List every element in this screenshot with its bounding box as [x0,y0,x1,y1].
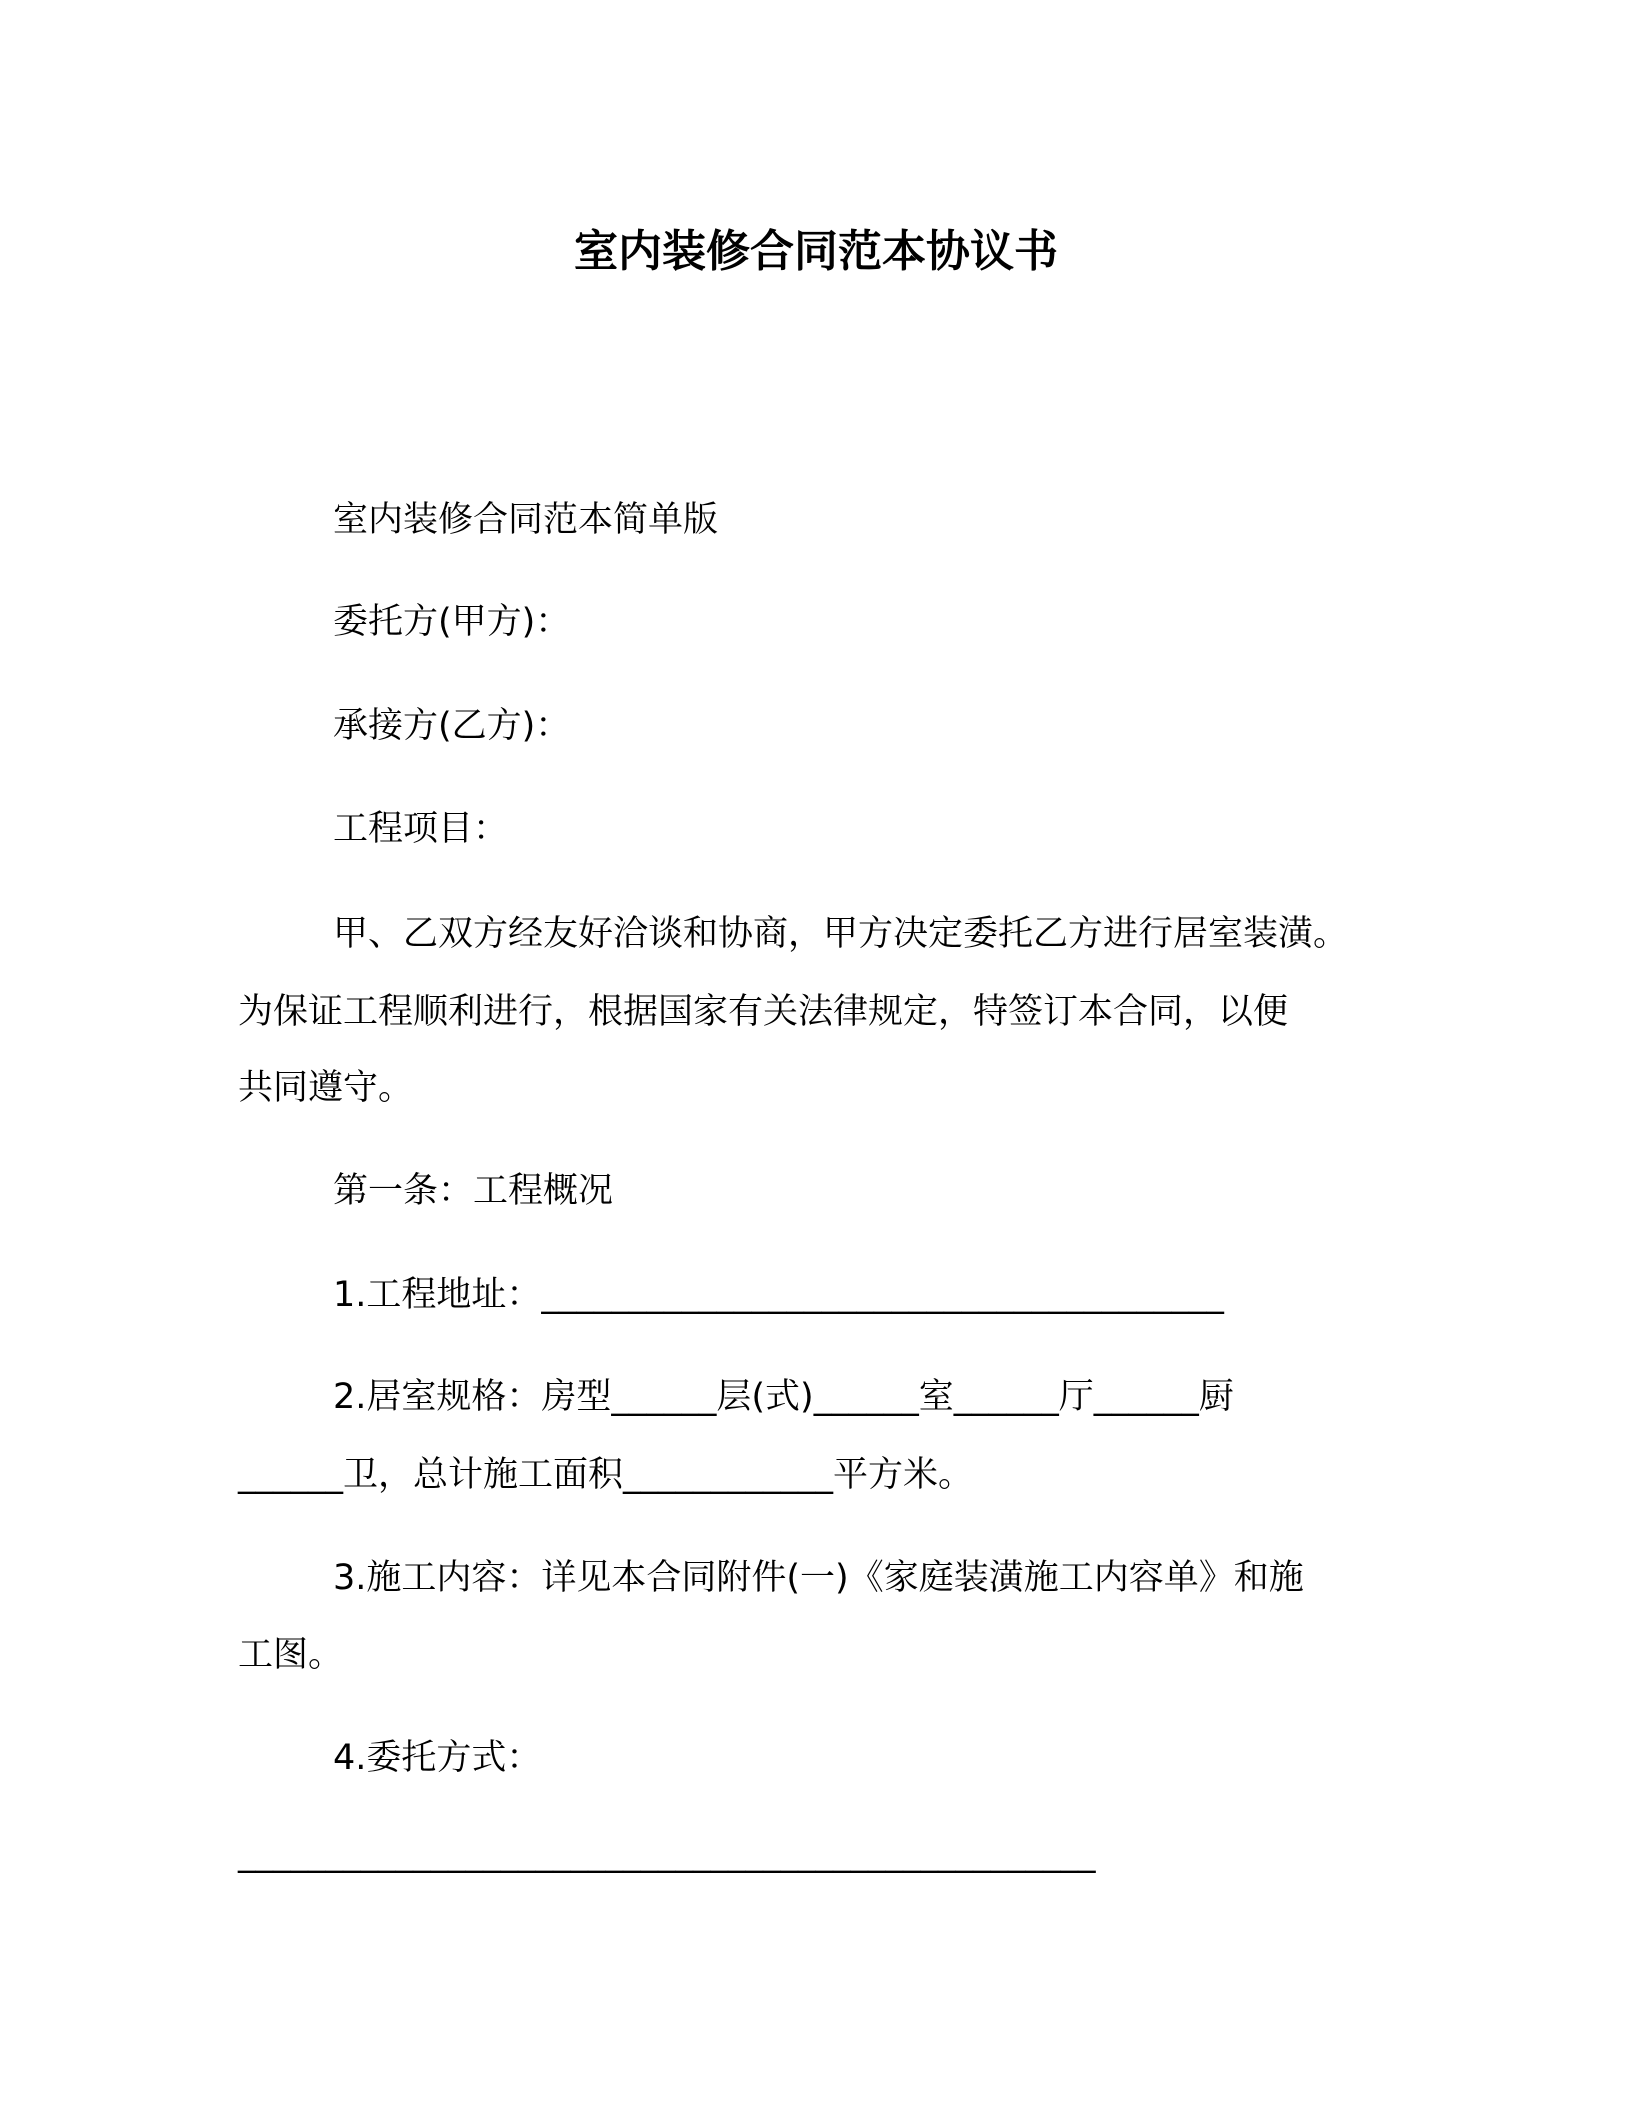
document-title: 室内装修合同范本协议书 [574,226,1058,277]
preamble-line-2: 为保证工程顺利进行，根据国家有关法律规定，特签订本合同，以便 [238,992,1289,1032]
item-3-content-line-2: 工图。 [238,1635,344,1675]
item-4-blank-line: _________________________________________________ [238,1834,1096,1874]
party-b-line: 承接方(乙方)： [333,706,571,746]
item-4-method-line: 4.委托方式： [333,1738,542,1778]
project-line: 工程项目： [333,809,509,849]
item-2-spec-line-2: ______卫，总计施工面积____________平方米。 [238,1455,974,1495]
party-a-line: 委托方(甲方)： [333,602,571,642]
article-1-heading: 第一条：工程概况 [333,1171,614,1211]
item-1-address-line: 1.工程地址：_______________________________________ [333,1275,1224,1315]
item-2-spec-line-1: 2.居室规格：房型______层(式)______室______厅______厨 [333,1377,1234,1417]
subtitle-line: 室内装修合同范本简单版 [333,500,719,540]
preamble-line-1: 甲、乙双方经友好洽谈和协商，甲方决定委托乙方进行居室装潢。 [333,914,1349,954]
preamble-line-3: 共同遵守。 [238,1068,414,1108]
item-3-content-line-1: 3.施工内容：详见本合同附件(一)《家庭装潢施工内容单》和施 [333,1558,1304,1598]
